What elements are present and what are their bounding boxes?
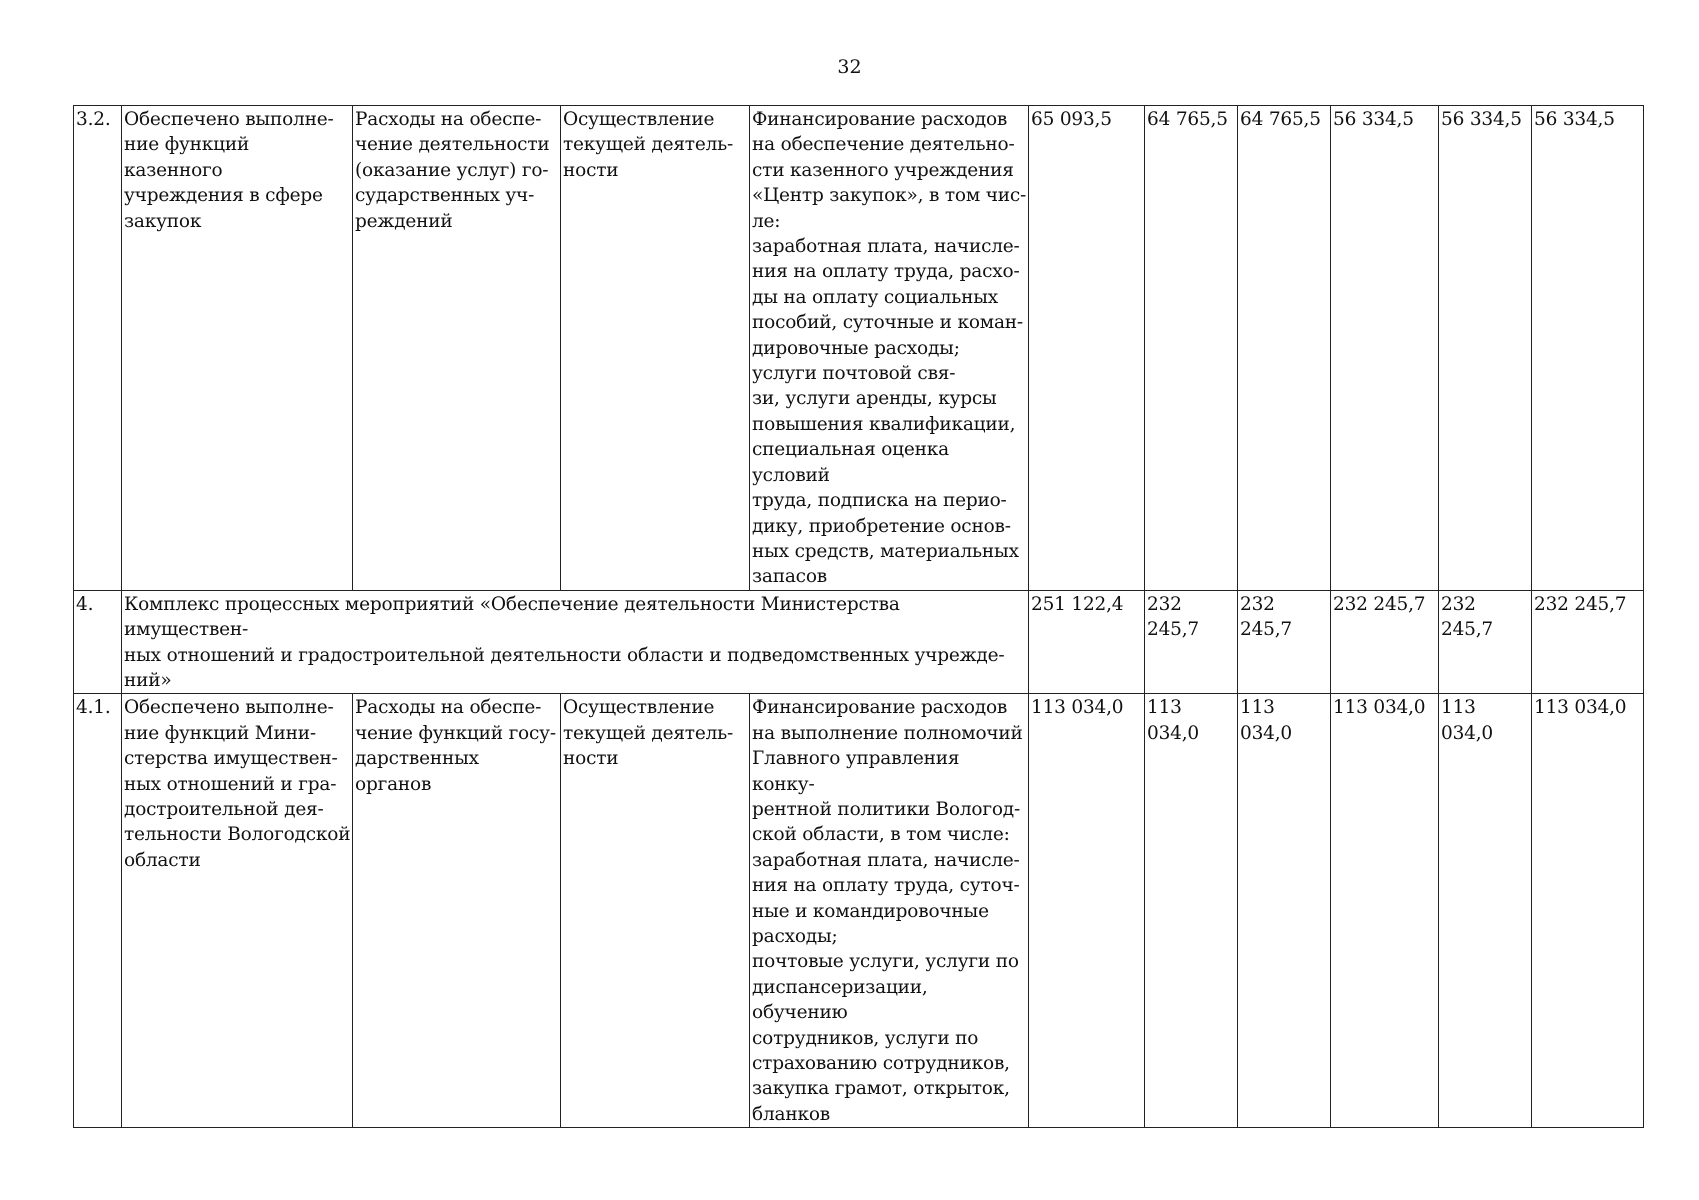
activity-cell: Осуществление текущей деятель- ности [561,106,750,591]
value-cell: 113 034,0 [1238,694,1331,1128]
table-row [74,106,1644,591]
description-cell: Финансирование расходов на обеспечение деятельно- сти казенного учреждения «Центр закупок», в том чис- ле: заработная плата, начисле- ния на оплату труда, расхо- ды на оплату социальных пособий, суточные и коман- дировочные расходы; услуги почтовой свя- зи, услуги аренды, курсы повышения квалификации, специальная оценка условий труда, подписка на перио- дику, приобретение основ- ных средств, материальных запасов [750,106,1029,591]
table-row [74,694,1644,1128]
value-cell: 113 034,0 [1532,694,1644,1128]
description-cell: Финансирование расходов на выполнение полномочий Главного управления конку- рентной политики Вологод- ской области, в том числе: заработная плата, начисле- ния на оплату труда, суточ- ные и командировочные расходы; почтовые услуги, услуги по диспансеризации, обучению сотрудников, услуги по страхованию сотрудников, закупка грамот, открыток, бланков [750,694,1029,1128]
value-cell: 56 334,5 [1331,106,1439,591]
complex-title-cell: Комплекс процессных мероприятий «Обеспечение деятельности Министерства имуществен- ных отношений и градостроительной деятельности области и подведомственных учрежде- ний» [122,590,1029,694]
value-cell: 232 245,7 [1145,590,1238,694]
value-cell: 56 334,5 [1439,106,1532,591]
value-cell: 64 765,5 [1238,106,1331,591]
expense-type-cell: Расходы на обеспе- чение функций госу- дарственных органов [353,694,561,1128]
value-cell: 65 093,5 [1029,106,1145,591]
table-row [74,590,1644,694]
expense-type-cell: Расходы на обеспе- чение деятельности (оказание услуг) го- сударственных уч- реждений [353,106,561,591]
value-cell: 56 334,5 [1532,106,1644,591]
value-cell: 232 245,7 [1439,590,1532,694]
value-cell: 64 765,5 [1145,106,1238,591]
value-cell: 113 034,0 [1331,694,1439,1128]
row-number: 4.1. [74,694,122,1128]
value-cell: 232 245,7 [1238,590,1331,694]
value-cell: 232 245,7 [1331,590,1439,694]
value-cell: 232 245,7 [1532,590,1644,694]
value-cell: 113 034,0 [1439,694,1532,1128]
result-cell: Обеспечено выполне- ние функций казенного учреждения в сфере закупок [122,106,353,591]
budget-table [73,105,1644,1128]
result-cell: Обеспечено выполне- ние функций Мини- стерства имуществен- ных отношений и гра- достроительной дея- тельности Вологодской области [122,694,353,1128]
value-cell: 251 122,4 [1029,590,1145,694]
value-cell: 113 034,0 [1145,694,1238,1128]
page-number: 32 [837,56,862,78]
activity-cell: Осуществление текущей деятель- ности [561,694,750,1128]
row-number: 3.2. [74,106,122,591]
row-number: 4. [74,590,122,694]
value-cell: 113 034,0 [1029,694,1145,1128]
